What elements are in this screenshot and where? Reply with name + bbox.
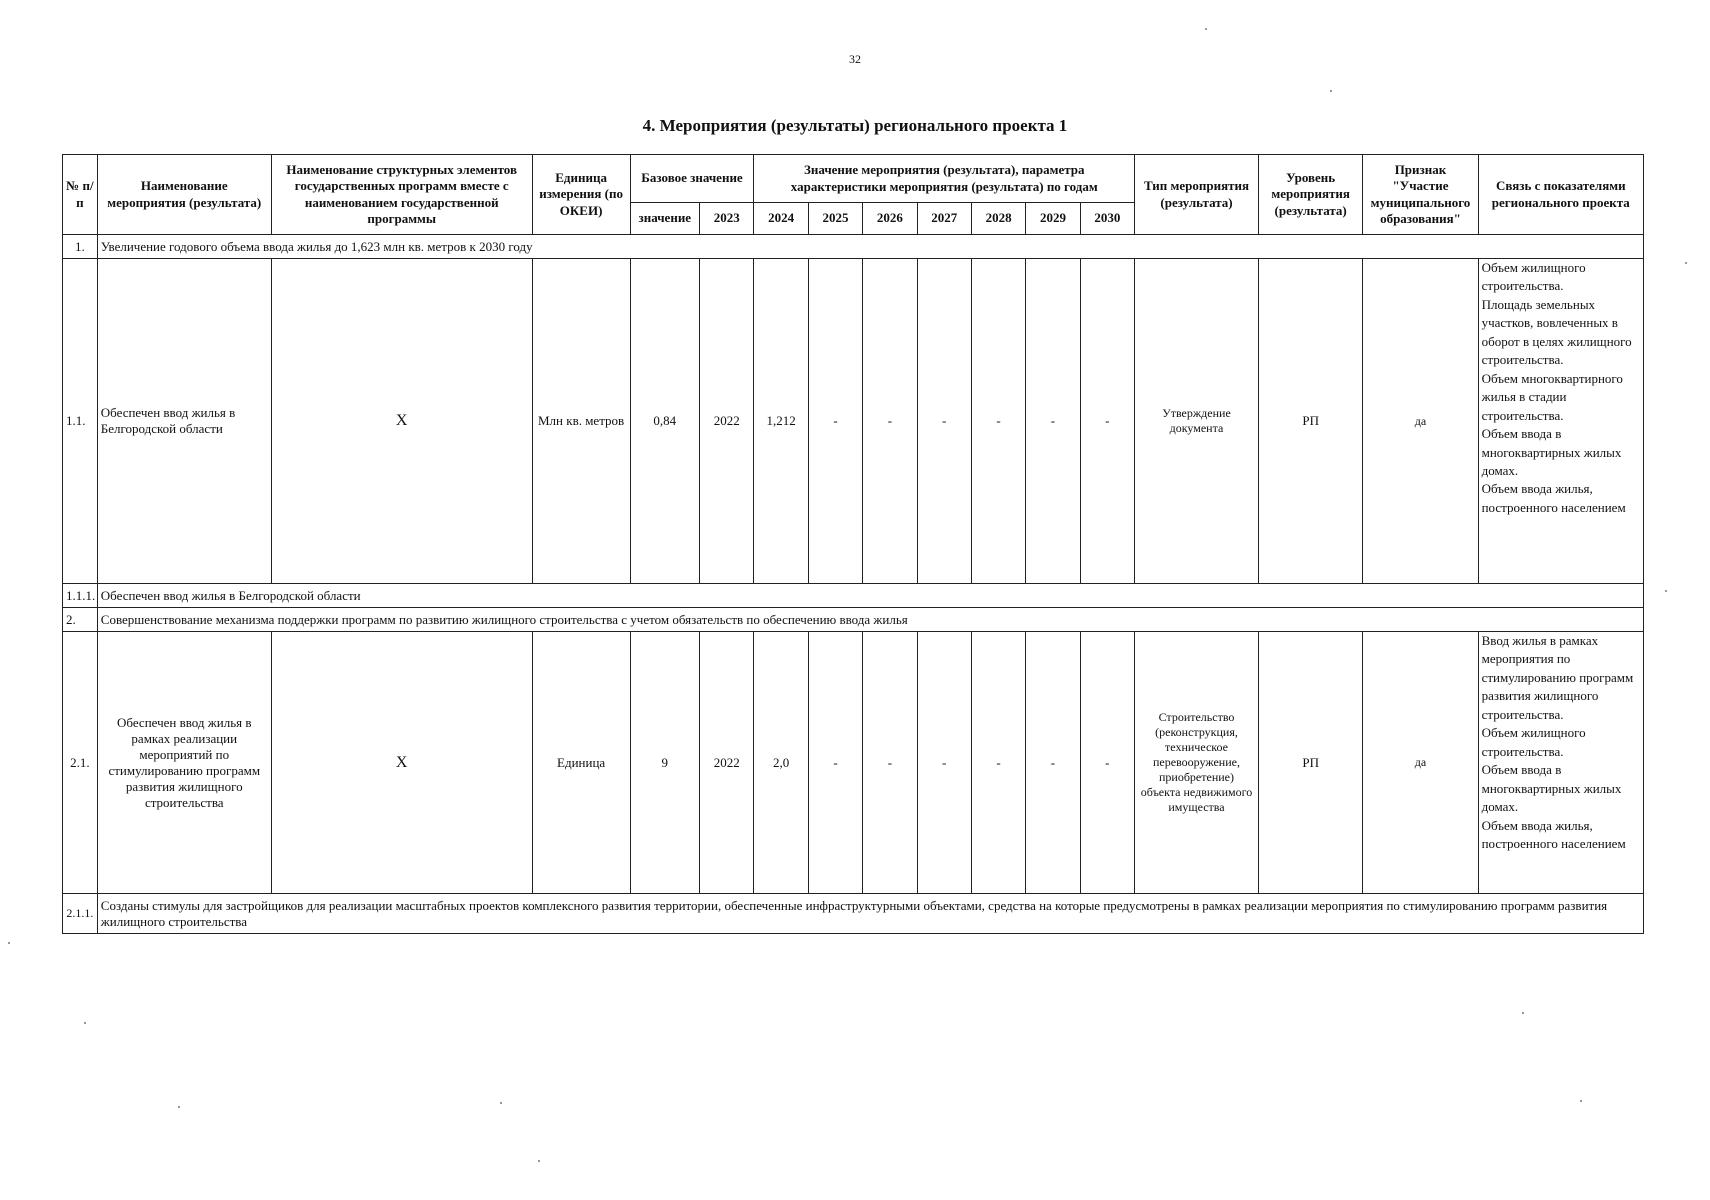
scan-speck [178,1106,180,1108]
row-year-value: - [863,632,917,894]
scan-speck [500,1102,502,1104]
header-municipal: Признак "Участие муниципального образования" [1363,155,1478,235]
link-item: Объем жилищного строительства. [1481,725,1586,759]
document-title: 4. Мероприятия (результаты) регионального проекта 1 [642,116,1068,135]
table-row [63,259,1644,584]
section-row [63,235,1644,259]
row-year-value: - [863,259,917,584]
section-num: 1.1.1. [63,584,98,608]
row-year-value: - [1026,632,1080,894]
link-item: Объем ввода жилья, построенного населением [1481,481,1626,515]
page-number: 32 [849,52,861,66]
header-row [63,155,1644,203]
row-year-value: - [917,632,971,894]
scan-speck [1522,1012,1524,1014]
section-row [63,894,1644,934]
scan-speck [538,1160,540,1162]
header-year: 2024 [754,203,808,235]
row-type: Строительство (реконструкция, техническое перевооружение, приобретение) объекта недвижимого имущества [1135,632,1259,894]
results-table [62,154,1644,934]
row-struct: X [271,632,532,894]
scan-speck [1205,28,1207,30]
section-num: 2. [63,608,98,632]
row-num: 2.1. [63,632,98,894]
row-base-year: 2022 [700,632,754,894]
row-unit: Единица [532,632,630,894]
header-unit: Единица измерения (по ОКЕИ) [532,155,630,235]
row-base-year: 2022 [700,259,754,584]
scan-speck [84,1022,86,1024]
header-year: 2029 [1026,203,1080,235]
row-municipal: да [1363,259,1478,584]
row-level: РП [1258,632,1362,894]
section-row [63,608,1644,632]
scan-speck [1330,90,1332,92]
row-year-value: 2,0 [754,632,808,894]
link-item: Площадь земельных участков, вовлеченных в оборот в целях жилищного строительства. [1481,296,1632,368]
table-row [63,632,1644,894]
row-num: 1.1. [63,259,98,584]
link-item: Объем ввода в многоквартирных жилых домах. [1481,426,1622,478]
row-type: Утверждение документа [1135,259,1259,584]
row-municipal: да [1363,632,1478,894]
section-text: Обеспечен ввод жилья в Белгородской области [97,584,1643,608]
row-links [1478,632,1643,894]
section-text: Увеличение годового объема ввода жилья до 1,623 млн кв. метров к 2030 году [97,235,1643,259]
header-base-value: значение [630,203,700,235]
link-item: Объем жилищного строительства. [1481,260,1586,294]
header-type: Тип мероприятия (результата) [1135,155,1259,235]
row-year-value: - [917,259,971,584]
row-year-value: - [808,632,862,894]
row-base-value: 9 [630,632,700,894]
row-name: Обеспечен ввод жилья в рамках реализации мероприятий по стимулированию программ развития жилищного строительства [97,632,271,894]
header-values: Значение мероприятия (результата), параметра характеристики мероприятия (результата) по годам [754,155,1135,203]
header-year: 2026 [863,203,917,235]
header-year: 2027 [917,203,971,235]
section-text: Созданы стимулы для застройщиков для реализации масштабных проектов комплексного развития территории, обеспеченные инфраструктурными объектами, средства на которые предусмотрены в рамках реализации мероприятия по стимулированию программ развития жилищного строительства [97,894,1643,934]
row-struct: X [271,259,532,584]
row-year-value: 1,212 [754,259,808,584]
row-base-value: 0,84 [630,259,700,584]
row-unit: Млн кв. метров [532,259,630,584]
header-year: 2030 [1080,203,1134,235]
scan-speck [8,942,10,944]
row-level: РП [1258,259,1362,584]
row-year-value: - [971,632,1025,894]
header-num: № п/п [63,155,98,235]
link-item: Объем многоквартирного жилья в стадии строительства. [1481,370,1623,423]
section-num: 2.1.1. [63,894,98,934]
header-level: Уровень мероприятия (результата) [1258,155,1362,235]
section-text: Совершенствование механизма поддержки программ по развитию жилищного строительства с учетом обязательств по обеспечению ввода жилья [97,608,1643,632]
link-item: Объем ввода жилья, построенного населением [1481,817,1626,851]
section-num: 1. [63,235,98,259]
header-struct: Наименование структурных элементов государственных программ вместе с наименованием государственной программы [271,155,532,235]
header-links: Связь с показателями регионального проекта [1478,155,1643,235]
row-name: Обеспечен ввод жилья в Белгородской области [97,259,271,584]
row-year-value: - [1080,632,1134,894]
section-row [63,584,1644,608]
scan-speck [1665,590,1667,592]
row-links [1478,259,1643,584]
row-year-value: - [1080,259,1134,584]
link-item: Объем ввода в многоквартирных жилых домах. [1481,762,1622,815]
header-year: 2028 [971,203,1025,235]
header-base-year: 2023 [700,203,754,235]
row-year-value: - [808,259,862,584]
row-year-value: - [971,259,1025,584]
header-name: Наименование мероприятия (результата) [97,155,271,235]
scan-speck [1685,262,1687,264]
scan-speck [1580,1100,1582,1102]
header-year: 2025 [808,203,862,235]
row-year-value: - [1026,259,1080,584]
header-base: Базовое значение [630,155,754,203]
link-item: Ввод жилья в рамках мероприятия по стимулированию программ развития жилищного строительства. [1481,633,1634,722]
